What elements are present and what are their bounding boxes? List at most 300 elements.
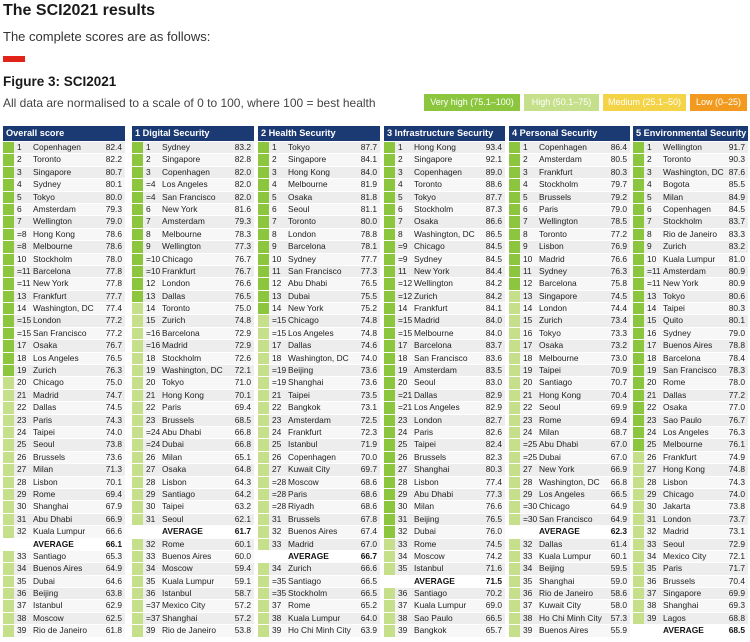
table-row [384, 353, 505, 365]
table-row [384, 588, 505, 600]
city-name: Buenos Aires [288, 526, 338, 537]
score-value: 62.1 [234, 513, 251, 524]
score-value: 57.2 [234, 600, 251, 611]
table-row [3, 588, 125, 600]
city-name: Seoul [539, 402, 561, 413]
score-value: 78.6 [105, 241, 122, 252]
band-indicator [132, 477, 143, 488]
score-value: 76.6 [610, 253, 627, 264]
city-name: Stockholm [414, 203, 454, 214]
rank: 18 [146, 352, 156, 363]
city-name: New York [33, 278, 69, 289]
city-name: Los Angeles [414, 402, 460, 413]
city-name: New York [162, 203, 198, 214]
score-value: 77.4 [485, 476, 502, 487]
band-indicator [633, 365, 644, 376]
city-name: Hong Kong [33, 228, 75, 239]
rank: =24 [146, 426, 161, 437]
rank: 24 [272, 426, 282, 437]
rank: 8 [272, 228, 277, 239]
score-value: 66.6 [105, 526, 122, 537]
band-indicator [633, 216, 644, 227]
rank: 10 [17, 253, 27, 264]
city-name: Bangkok [414, 625, 447, 636]
rank: 28 [647, 476, 657, 487]
city-name: Seoul [33, 439, 55, 450]
score-value: 61.4 [610, 538, 627, 549]
rank: 21 [17, 389, 27, 400]
band-indicator [258, 526, 269, 537]
city-name: Rome [33, 488, 56, 499]
page-title: The SCI2021 results [3, 2, 156, 19]
score-value: 79.2 [610, 191, 627, 202]
score-value: 83.2 [728, 241, 745, 252]
infrastructure-security-header: 3 Infrastructure Security [384, 126, 505, 141]
city-name: Singapore [539, 290, 578, 301]
score-value: 82.2 [105, 154, 122, 165]
city-name: Santiago [33, 550, 67, 561]
city-name: Amsterdam [414, 365, 457, 376]
band-indicator [258, 315, 269, 326]
score-value: 82.0 [234, 166, 251, 177]
band-indicator [633, 439, 644, 450]
city-name: Amsterdam [539, 154, 582, 165]
score-value: 74.4 [610, 303, 627, 314]
band-indicator [132, 613, 143, 624]
rank: 9 [272, 241, 277, 252]
rank: 4 [523, 179, 528, 190]
score-value: 84.2 [485, 290, 502, 301]
table-row [132, 439, 254, 451]
table-row [633, 216, 748, 228]
band-indicator [509, 539, 520, 550]
city-name: Lisbon [33, 476, 58, 487]
band-indicator [258, 452, 269, 463]
city-name: Istanbul [414, 563, 444, 574]
score-value: 82.4 [485, 439, 502, 450]
rank: 38 [647, 600, 657, 611]
band-indicator [633, 576, 644, 587]
score-value: 83.5 [485, 365, 502, 376]
score-value: 65.7 [485, 625, 502, 636]
city-name: Chicago [539, 501, 570, 512]
city-name: Lagos [663, 612, 686, 623]
city-name: Zurich [414, 290, 438, 301]
rank: =21 [398, 402, 413, 413]
rank: 37 [398, 600, 408, 611]
band-indicator [132, 192, 143, 203]
table-row [258, 477, 380, 489]
rank: 34 [272, 563, 282, 574]
personal-security-header: 4 Personal Security [509, 126, 630, 141]
band-indicator [509, 526, 520, 537]
score-value: 81.0 [728, 253, 745, 264]
score-value: 69.4 [234, 402, 251, 413]
city-name: Washington, DC [33, 303, 94, 314]
score-value: 87.6 [728, 166, 745, 177]
city-name: Milan [33, 464, 54, 475]
table-row [3, 402, 125, 414]
rank: =11 [647, 278, 661, 289]
band-indicator [3, 365, 14, 376]
city-name: Madrid [663, 526, 689, 537]
score-value: 71.6 [485, 563, 502, 574]
score-value: 80.0 [105, 191, 122, 202]
rank: 31 [398, 513, 408, 524]
city-name: Dubai [539, 451, 561, 462]
score-value: 66.5 [485, 612, 502, 623]
rank: 9 [523, 241, 528, 252]
score-value: 71.3 [105, 464, 122, 475]
rank: 9 [647, 241, 652, 252]
score-value: 71.9 [360, 439, 377, 450]
table-row [258, 427, 380, 439]
score-value: 74.3 [728, 476, 745, 487]
digital-security-column [132, 126, 254, 638]
score-value: 77.4 [105, 303, 122, 314]
score-value: 79.7 [610, 179, 627, 190]
band-indicator [258, 278, 269, 289]
score-value: 82.7 [485, 414, 502, 425]
city-name: Tokyo [288, 142, 310, 152]
score-value: 76.7 [234, 265, 251, 276]
table-row [3, 291, 125, 303]
score-value: 63.9 [360, 625, 377, 636]
score-value: 74.0 [105, 426, 122, 437]
rank: 22 [17, 402, 27, 413]
city-name: Rome [663, 377, 686, 388]
rank: 1 [398, 142, 403, 152]
score-value: 74.5 [105, 402, 122, 413]
table-row [384, 551, 505, 563]
table-row [132, 254, 254, 266]
table-row [132, 241, 254, 253]
city-name: Tokyo [663, 290, 685, 301]
table-row [132, 340, 254, 352]
rank: =11 [17, 265, 31, 276]
score-value: 67.9 [105, 501, 122, 512]
city-name: Los Angeles [539, 488, 585, 499]
rank: 11 [523, 265, 532, 276]
score-value: 86.4 [610, 142, 627, 152]
city-name: Dubai [288, 290, 310, 301]
city-name: Istanbul [288, 439, 318, 450]
band-indicator [132, 154, 143, 165]
city-name: Riyadh [288, 501, 315, 512]
table-row [3, 303, 125, 315]
rank: =9 [398, 241, 408, 252]
city-name: Milan [162, 451, 183, 462]
band-indicator [633, 241, 644, 252]
table-row [132, 278, 254, 290]
score-value: 67.0 [610, 451, 627, 462]
score-value: 61.8 [105, 625, 122, 636]
rank: 11 [398, 265, 407, 276]
rank: 6 [398, 203, 403, 214]
table-row [3, 353, 125, 365]
table-row [384, 501, 505, 513]
table-row [633, 377, 748, 389]
rank: 24 [398, 426, 408, 437]
band-indicator [384, 563, 395, 574]
city-name: Melbourne [663, 439, 703, 450]
score-value: 67.8 [360, 513, 377, 524]
rank: 27 [523, 464, 533, 475]
average-label: AVERAGE [414, 575, 455, 586]
rank: =12 [398, 290, 413, 301]
score-value: 81.6 [234, 203, 251, 214]
band-indicator [258, 390, 269, 401]
band-indicator [3, 266, 14, 277]
score-value: 89.0 [485, 166, 502, 177]
city-name: Melbourne [288, 179, 328, 190]
band-indicator [132, 526, 143, 537]
rank: 32 [398, 526, 408, 537]
city-name: Tokyo [539, 327, 561, 338]
score-value: 63.8 [105, 588, 122, 599]
score-value: 70.0 [360, 451, 377, 462]
table-row [509, 266, 630, 278]
rank: 7 [146, 216, 151, 227]
band-indicator [132, 600, 143, 611]
score-value: 80.9 [728, 265, 745, 276]
score-value: 77.7 [360, 253, 377, 264]
band-indicator [132, 427, 143, 438]
table-row [132, 167, 254, 179]
score-value: 91.7 [728, 142, 745, 152]
rank: 1 [272, 142, 277, 152]
rank: =37 [146, 612, 161, 623]
city-name: Moscow [414, 550, 445, 561]
score-value: 76.3 [610, 265, 627, 276]
band-indicator [509, 179, 520, 190]
score-value: 68.5 [234, 414, 251, 425]
band-indicator [509, 600, 520, 611]
rank: 20 [647, 377, 657, 388]
city-name: Hong Kong [288, 166, 330, 177]
score-value: 69.0 [485, 600, 502, 611]
rank: 10 [272, 253, 282, 264]
score-value: 93.4 [485, 142, 502, 152]
table-row [258, 501, 380, 513]
band-indicator [132, 254, 143, 265]
score-value: 69.9 [610, 402, 627, 413]
band-indicator [132, 439, 143, 450]
rank: 8 [398, 228, 403, 239]
band-indicator [633, 167, 644, 178]
band-indicator [258, 254, 269, 265]
rank: =11 [17, 278, 31, 289]
score-value: 80.1 [105, 179, 122, 190]
band-indicator [132, 179, 143, 190]
city-name: Stockholm [162, 352, 202, 363]
city-name: Dallas [539, 538, 563, 549]
city-name: Melbourne [162, 228, 202, 239]
city-name: Amsterdam [162, 216, 205, 227]
score-value: 74.7 [105, 389, 122, 400]
rank: 4 [398, 179, 403, 190]
city-name: Sydney [33, 179, 61, 190]
score-value: 66.9 [610, 464, 627, 475]
table-row [384, 229, 505, 241]
rank: 29 [17, 488, 27, 499]
score-value: 62.9 [105, 600, 122, 611]
band-indicator [132, 588, 143, 599]
health-security-header: 2 Health Security [258, 126, 380, 141]
band-indicator [258, 464, 269, 475]
city-name: Rome [539, 414, 562, 425]
city-name: Shanghai [162, 612, 198, 623]
table-row [509, 192, 630, 204]
score-value: 58.7 [234, 588, 251, 599]
score-value: 75.0 [234, 303, 251, 314]
city-name: Seoul [414, 377, 436, 388]
city-name: Brussels [162, 414, 195, 425]
score-value: 75.2 [360, 303, 377, 314]
rank: 15 [523, 315, 533, 326]
score-value: 78.0 [105, 253, 122, 264]
rank: 15 [647, 315, 657, 326]
table-row [258, 340, 380, 352]
score-value: 92.1 [485, 154, 502, 165]
rank: 12 [523, 278, 533, 289]
table-row [132, 365, 254, 377]
city-name: Melbourne [33, 241, 73, 252]
city-name: Toronto [288, 216, 316, 227]
table-row [509, 501, 630, 513]
rank [520, 526, 539, 537]
city-name: Los Angeles [663, 426, 709, 437]
city-name: Frankfurt [663, 451, 697, 462]
rank: 5 [647, 191, 652, 202]
band-indicator [509, 266, 520, 277]
band-indicator [633, 229, 644, 240]
rank: 39 [398, 625, 408, 636]
band-indicator [132, 291, 143, 302]
table-row [258, 390, 380, 402]
band-indicator [509, 340, 520, 351]
score-value: 82.0 [234, 191, 251, 202]
table-row [633, 192, 748, 204]
band-indicator [509, 278, 520, 289]
rank: 1 [17, 142, 22, 152]
city-name: Brussels [288, 513, 321, 524]
table-row [3, 204, 125, 216]
score-value: 68.6 [360, 488, 377, 499]
score-value: 80.3 [610, 166, 627, 177]
legend-high: High (50.1–75) [524, 94, 599, 111]
table-row [509, 241, 630, 253]
rank: 20 [17, 377, 27, 388]
score-value: 77.2 [610, 228, 627, 239]
city-name: San Francisco [414, 352, 468, 363]
average-label: AVERAGE [539, 526, 580, 537]
city-name: Milan [539, 426, 560, 437]
city-name: Kuala Lumpur [539, 550, 592, 561]
band-indicator [384, 526, 395, 537]
city-name: Amsterdam [288, 414, 331, 425]
city-name: San Francisco [663, 365, 717, 376]
city-name: Moscow [162, 563, 193, 574]
city-name: Taipei [162, 501, 184, 512]
city-name: Stockholm [33, 253, 73, 264]
rank: 8 [523, 228, 528, 239]
band-indicator [633, 427, 644, 438]
table-row [384, 377, 505, 389]
city-name: Brussels [33, 451, 66, 462]
band-indicator [258, 576, 269, 587]
band-indicator [132, 377, 143, 388]
score-value: 53.8 [234, 625, 251, 636]
table-row [384, 315, 505, 327]
score-value: 83.0 [485, 377, 502, 388]
table-row [384, 539, 505, 551]
band-indicator [3, 303, 14, 314]
band-indicator [3, 526, 14, 537]
table-row [258, 489, 380, 501]
band-indicator [3, 254, 14, 265]
band-indicator [132, 539, 143, 550]
rank: 26 [398, 451, 408, 462]
average-row [633, 625, 748, 637]
score-value: 83.6 [485, 352, 502, 363]
score-value: 73.8 [105, 439, 122, 450]
city-name: Buenos Aires [663, 340, 713, 351]
score-value: 83.3 [728, 228, 745, 239]
city-name: London [162, 278, 190, 289]
band-indicator [509, 167, 520, 178]
rank: 25 [17, 439, 27, 450]
table-row [384, 600, 505, 612]
table-row [3, 328, 125, 340]
score-value: 82.0 [234, 179, 251, 190]
rank: 23 [272, 414, 282, 425]
rank: 35 [398, 563, 408, 574]
table-row [258, 625, 380, 637]
score-value: 75.5 [360, 290, 377, 301]
city-name: San Francisco [162, 191, 216, 202]
rank: =24 [146, 439, 161, 450]
band-indicator [258, 241, 269, 252]
score-value: 80.7 [105, 166, 122, 177]
table-row [633, 415, 748, 427]
table-row [509, 377, 630, 389]
band-indicator [384, 377, 395, 388]
band-indicator [3, 179, 14, 190]
band-indicator [3, 452, 14, 463]
rank: 30 [17, 501, 27, 512]
score-value: 68.8 [728, 612, 745, 623]
rank: 20 [398, 377, 408, 388]
table-row [509, 464, 630, 476]
city-name: Moscow [33, 612, 64, 623]
city-name: Copenhagen [663, 203, 711, 214]
score-value: 73.6 [360, 377, 377, 388]
band-indicator [258, 539, 269, 550]
city-name: Istanbul [162, 588, 192, 599]
band-indicator [633, 501, 644, 512]
city-name: Ho Chi Minh City [539, 612, 602, 623]
score-value: 74.3 [105, 414, 122, 425]
table-row [132, 613, 254, 625]
city-name: Washington, DC [663, 166, 724, 177]
rank: 28 [17, 476, 27, 487]
score-value: 74.8 [360, 327, 377, 338]
band-indicator [384, 278, 395, 289]
rank: 6 [272, 203, 277, 214]
score-value: 76.3 [728, 426, 745, 437]
city-name: Kuala Lumpur [663, 253, 716, 264]
